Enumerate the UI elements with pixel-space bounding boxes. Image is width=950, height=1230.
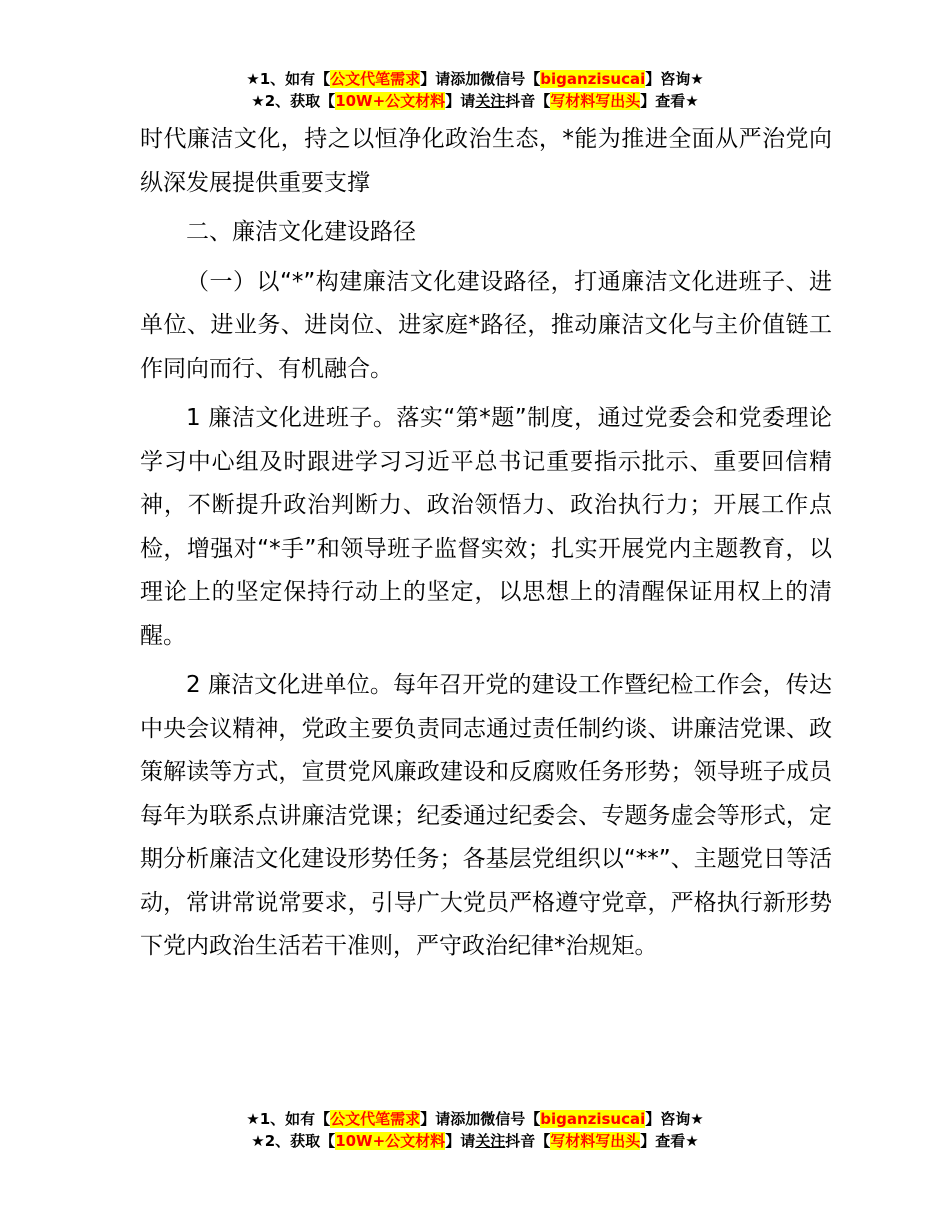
- underlined-follow: 关注: [475, 92, 506, 110]
- section-heading: 二、廉洁文化建设路径: [186, 219, 416, 245]
- footer-banner: [0, 1108, 950, 1152]
- banner-line-2: ★2、获取【10W+公文材料】请关注抖音【写材料写出头】查看★: [251, 92, 699, 110]
- highlight-wechat-id: biganzisucai: [540, 70, 646, 88]
- paragraph-item-1: 1 廉洁文化进班子。落实“第*题”制度，通过党委会和党委理论学习中心组及时跟进学习习近平总书记重要指示批示、重要回信精神，不断提升政治判断力、政治领悟力、政治执行力；开展工作点检，增强对“*手”和领导班子监督实效；扎实开展党内主题教育，以理论上的坚定保持行动上的坚定，以思想上的清醒保证用权上的清醒。: [140, 405, 832, 649]
- header-banner: [0, 68, 950, 112]
- highlight-douyin-account: 写材料写出头: [550, 92, 641, 110]
- highlight-materials: 10W+公文材料: [335, 92, 446, 110]
- underlined-follow: 关注: [475, 1132, 506, 1150]
- highlight-wechat-id: biganzisucai: [540, 1110, 646, 1128]
- paragraph-item-2: 2 廉洁文化进单位。每年召开党的建设工作暨纪检工作会，传达中央会议精神，党政主要负责同志通过责任制约谈、讲廉洁党课、政策解读等方式，宣贯党风廉政建设和反腐败任务形势；领导班子成员每年为联系点讲廉洁党课；纪委通过纪委会、专题务虚会等形式，定期分析廉洁文化建设形势任务；各基层党组织以“**”、主题党日等活动，常讲常说常要求，引导广大党员严格遵守党章，严格执行新形势下党内政治生活若干准则，严守政治纪律*治规矩。: [140, 672, 832, 959]
- highlight-douyin-account: 写材料写出头: [550, 1132, 641, 1150]
- highlight-ghostwriting: 公文代笔需求: [330, 70, 421, 88]
- banner-line-1: ★1、如有【公文代笔需求】请添加微信号【biganzisucai】咨询★: [246, 1110, 704, 1128]
- subsection-heading: （一）以“*”构建廉洁文化建设路径，打通廉洁文化进班子、进单位、进业务、进岗位、进家庭*路径，推动廉洁文化与主价值链工作同向而行、有机融合。: [140, 268, 832, 382]
- banner-line-2: ★2、获取【10W+公文材料】请关注抖音【写材料写出头】查看★: [251, 1132, 699, 1150]
- highlight-ghostwriting: 公文代笔需求: [330, 1110, 421, 1128]
- document-body: [140, 118, 832, 969]
- highlight-materials: 10W+公文材料: [335, 1132, 446, 1150]
- paragraph-continuation: 时代廉洁文化，持之以恒净化政治生态，*能为推进全面从严治党向纵深发展提供重要支撑: [140, 126, 832, 196]
- banner-line-1: ★1、如有【公文代笔需求】请添加微信号【biganzisucai】咨询★: [246, 70, 704, 88]
